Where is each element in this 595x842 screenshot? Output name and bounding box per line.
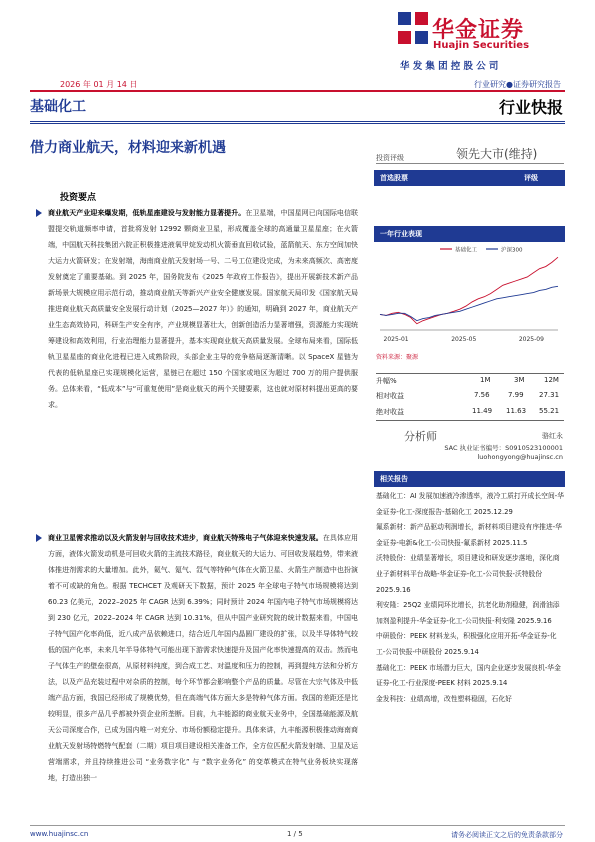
footer-divider bbox=[30, 825, 565, 826]
report-category: 行业研究●证券研究报告 bbox=[474, 80, 561, 89]
related-report-item[interactable]: 沃特股份：业绩显著增长，项目建设和研发逐步落地，深化商业子新材料平台战略-华金证券-化工-公司快报-沃特股份 2025.9.16 bbox=[376, 554, 560, 594]
analyst-email[interactable]: luohongyong@huajinsc.cn bbox=[477, 453, 563, 461]
table-cell: 7.56 bbox=[474, 391, 490, 399]
table-header-cell: 12M bbox=[544, 376, 559, 384]
analyst-sac-number: SAC 执业证书编号：S0910523100001 bbox=[444, 444, 563, 452]
performance-table bbox=[376, 373, 564, 421]
x-tick-label: 2025-05 bbox=[451, 336, 477, 343]
page-title: 借力商业航天，材料迎来新机遇 bbox=[30, 140, 226, 156]
table-header-row bbox=[376, 373, 564, 389]
brand-name-en: Huajin Securities bbox=[433, 40, 530, 51]
rating-underline bbox=[376, 163, 564, 164]
brand-slogan: 华发集团控股公司 bbox=[400, 61, 502, 72]
related-reports-label: 相关报告 bbox=[380, 475, 408, 483]
related-report-item[interactable]: 金发科技：业绩高增，改性塑料稳固，石化好 bbox=[376, 694, 512, 703]
industry-performance-header bbox=[374, 226, 565, 242]
stock-rating-label: 评级 bbox=[524, 174, 538, 182]
key-points-heading: 投资要点 bbox=[60, 193, 97, 203]
bullet-icon bbox=[36, 534, 42, 542]
related-report-item[interactable]: 中研股份：PEEK 材料龙头，积极强化应用开拓-华金证券-化工-公司快报-中研股份 2025.9.14 bbox=[376, 632, 557, 656]
table-row bbox=[376, 405, 564, 421]
industry-performance-chart bbox=[376, 244, 564, 344]
page-number: 1 / 5 bbox=[287, 830, 303, 838]
paragraph-lead: 商业卫星需求推动以及火箭发射与回收技术进步，商业航天特殊电子气体迎来快速发展。 bbox=[48, 534, 323, 542]
legend-label: 基础化工 bbox=[455, 247, 478, 254]
table-cell: 7.99 bbox=[508, 391, 524, 399]
legend-label: 沪深300 bbox=[501, 247, 523, 254]
table-cell: 55.21 bbox=[539, 407, 560, 415]
related-report-item[interactable]: 基础化工：PEEK 市场潜力巨大，国内企业逐步发展良机-华金证券-化工-行业深度-PEEK 材料 2025.9.14 bbox=[376, 663, 561, 688]
key-point-paragraph bbox=[48, 205, 358, 413]
x-tick-label: 2025-09 bbox=[518, 336, 544, 343]
industry-performance-label: 一年行业表现 bbox=[380, 230, 422, 238]
bullet-icon bbox=[36, 209, 42, 217]
paragraph-text: 在具体应用方面，液体火箭发动机是可回收火箭的主流技术路径，商业航天的大运力、可回收发展趋势，带来液体推进剂需求的大量增加。此外，氦气、氪气、氙气等特种气体在火箭卫星、火箭生产制造中也扮演着不可或缺的角色。根据 TECHCET 及观研天下数据，预计 2025 年全球电子特气市场规模将达到 60.23 亿美元，2022–2025 年 CAGR 达到 6.39%；同时预计 2024 年国内电子特气市场规模将达到 230 亿元，2022–2024 年 CAGR 达到 10.31%，但从中国产业研究院的统计数据来看，中国电子特气国产化率尚低，近八成产品依赖进口，结合近几年国内晶圆厂建设的扩张，以及半导体特气较低的国产化率，未来几年半导体特气可能出现下游需求快速提升及国产化率快速提高的双击。然而电子气体生产的壁垒很高，从原材料纯度，到合成工艺、对温度和压力的控制，再到提纯方法和分析方法，以及产品充装过程中对杂质的控制，每个环节都会影响整个产品的质量。尽管在大宗气体及中低端产品方面，我国已经形成了规模优势，但在高端气体方面大多是特种气体方面。我国的差距还是比较明显，很多产品几乎都被外资企业所垄断。目前，九丰能源的商业航天业务中，全国基础能源及航天公司深度合作，已成为国内唯一对充分、市场份额稳定提升。具体来讲，九丰能源积极推动海南商业航天发射场特燃特气配套（二期）项目项目建设相关准备工作，全方位匹配火箭发射端、卫星及运营端需求，并且持续推进公司 “业务数字化” 与 “数字业务化” 的变革模式在特气业务板块实现落地，打造出独一 bbox=[48, 534, 359, 782]
table-cell: 相对收益 bbox=[376, 392, 404, 400]
table-cell: 11.49 bbox=[472, 407, 493, 415]
sector-label: 基础化工 bbox=[30, 99, 86, 115]
footer-url[interactable]: www.huajinsc.cn bbox=[30, 830, 89, 838]
table-cell: 27.31 bbox=[539, 391, 560, 399]
table-header-cell: 3M bbox=[514, 376, 525, 384]
rating-value: 领先大市(维持) bbox=[456, 147, 538, 161]
key-point-paragraph bbox=[48, 530, 358, 786]
table-row bbox=[376, 389, 564, 405]
chart-source: 资料来源：聚源 bbox=[376, 354, 419, 361]
section-divider-thin bbox=[30, 123, 565, 124]
analyst-heading: 分析师 bbox=[404, 430, 437, 443]
report-date: 2026 年 01 月 14 日 bbox=[60, 80, 138, 89]
table-header-cell: 1M bbox=[480, 376, 491, 384]
x-tick-label: 2025-01 bbox=[383, 336, 409, 343]
related-reports-header bbox=[374, 471, 565, 487]
table-cell: 绝对收益 bbox=[376, 408, 404, 416]
huajin-logo-icon bbox=[398, 12, 428, 44]
header-divider bbox=[30, 90, 565, 92]
related-report-item[interactable]: 基础化工：AI 发展加速液冷渗透率，液冷工质打开成长空间-华金证券-化工-深度报告-基础化工 2025.12.29 bbox=[376, 492, 564, 516]
section-divider bbox=[30, 121, 565, 122]
rating-label: 投资评级 bbox=[376, 154, 404, 162]
document-kind: 行业快报 bbox=[498, 98, 563, 117]
footer-disclaimer: 请务必阅读正文之后的免责条款部分 bbox=[451, 831, 563, 839]
brand-name-cn: 华金证券 bbox=[432, 18, 525, 43]
table-header-cell: 升幅% bbox=[376, 377, 397, 385]
related-reports-list bbox=[376, 489, 564, 707]
preferred-stocks-label: 首选股票 bbox=[380, 174, 408, 182]
paragraph-text: 在卫星端，中国星网已向国际电信联盟提交轨道频率申请，首批将发射 12992 颗商业卫星，形成覆盖全球的高通量卫星星座；在火箭端，中国航天科技集团六院正积极推进液氧甲烷发动机火箭垂直回收试验，蓝箭航天、东方空间加快大运力火箭研发；在发射端，海南商业航天发射场一号、二号工位建设完成，为未来高频次、高密度发射奠定了重要基础。到 2025 年，国务院发布《2025 年政府工作报告》，提出开展新技术新产品新场景大规模应用示范行动，推动商业航天等新兴产业安全健康发展。国家航天局印发《国家航天局推进商业航天高质量安全发展行动计划（2025—2027 年）》的通知，明确到 2027 年，商业航天产业生态高效协同，科研生产安全有序，产业规模显著壮大，创新创造活力显著增强，资源能力实现统筹建设和高效利用，行业治理能力显著提升，基本实现商业航天高质量发展。全球布局来看，国际低轨卫星星座的商业化进程已进入成熟阶段，头部企业主导的竞争格局逐渐清晰。以 SpaceX 星链为代表的低轨星座已实现规模化运营，星链已在超过 150 个国家或地区为超过 700 万的用户提供服务。总体来看，“低成本”与“可重复使用”是商业航天的两个关键要素，这也就对原材料提出更高的要求。 bbox=[48, 209, 359, 409]
related-report-item[interactable]: 利安隆：25Q2 业绩同环比增长，抗老化助剂稳健，润滑油添加剂盈利提升-华金证券-化工-公司快报-利安隆 2025.9.16 bbox=[376, 601, 560, 625]
series-line-1 bbox=[380, 257, 558, 324]
table-cell: 11.63 bbox=[506, 407, 527, 415]
preferred-stocks-header bbox=[374, 170, 565, 186]
related-report-item[interactable]: 氟系新材：新产品驱动利润增长，新材料项目建设有序推进-华金证券-电新&化工-公司快报-氟系新材 2025.11.5 bbox=[376, 523, 562, 547]
analyst-name: 骆红永 bbox=[542, 432, 563, 440]
paragraph-lead: 商业航天产业迎来爆发期，低轨星座建设与发射能力显著提升。 bbox=[48, 209, 246, 217]
